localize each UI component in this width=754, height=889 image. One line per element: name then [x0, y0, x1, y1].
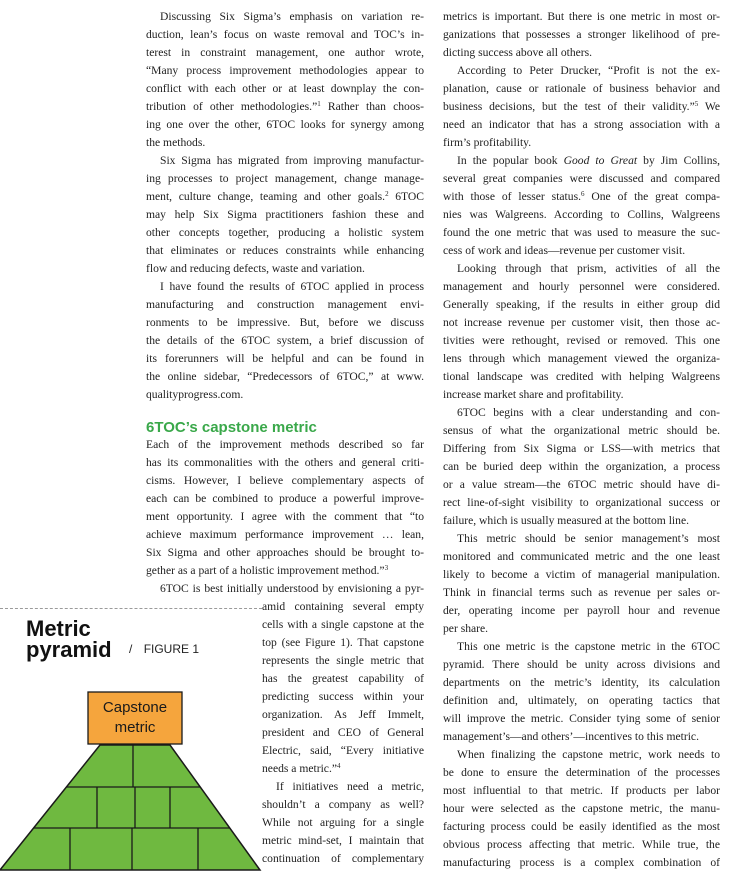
- col1-text-line: has its commonalities with the others and general criti-: [146, 456, 424, 469]
- col2-text-line: several great companies were discussed and compared: [443, 172, 720, 185]
- footnote-ref: 1: [317, 100, 321, 108]
- col1-narrow-line: If initiatives need a metric,: [276, 780, 424, 793]
- col1-narrow-line: president and CEO of General: [262, 726, 424, 739]
- section-heading: 6TOC’s capstone metric: [146, 419, 317, 436]
- col1-narrow-line: continuation of complementary: [262, 852, 424, 865]
- col2-text-line: or a value stream—the 6TOC metric should have di-: [443, 478, 720, 491]
- col1-text-line: its forerunners will be helpful and can be found in: [146, 352, 424, 365]
- figure-title-line2: pyramid: [26, 637, 112, 662]
- col2-text-line: planation, cause or rationale of business behavior and: [443, 82, 720, 95]
- col2-text-line: most influential to that metric. If products per labor: [443, 784, 720, 797]
- col1-text-line: manufacturing and construction management envi-: [146, 298, 424, 311]
- col1-narrow-line: needs a metric.”$^4$: [262, 762, 341, 775]
- col2-text-line: obvious process affecting that metric. While true, the: [443, 838, 720, 851]
- col1-text-line: gether as a part of a holistic improvement method.”$^3$: [146, 564, 389, 577]
- col2-text-line: According to Peter Drucker, “Profit is not the ex-: [457, 64, 720, 77]
- footnote-ref: 6: [581, 190, 585, 198]
- col1-text-line: Each of the improvement methods described so far: [146, 438, 424, 451]
- col2-text-line: tivities were rethought, revised or removed. This one: [443, 334, 720, 347]
- col2-text-line: will improve the metric. Consider tying some of senior: [443, 712, 720, 725]
- col1-text-line: may help Six Sigma practitioners fashion these and: [146, 208, 424, 221]
- col1-text-line: Discussing Six Sigma’s emphasis on variation re-: [160, 10, 424, 23]
- figure-label: [129, 642, 199, 656]
- col1-narrow-line: cells with a single capstone at the: [262, 618, 424, 631]
- figure-separator: /: [129, 642, 133, 656]
- figure-title: [26, 618, 112, 660]
- col1-text-line: terest in constraint management, one author wrote,: [146, 46, 424, 59]
- col1-narrow-line: Electric, said, “Every initiative: [262, 744, 424, 757]
- col2-text-line: hour were selected as the capstone metric, the manu-: [443, 802, 720, 815]
- capstone-label-line2: metric: [114, 719, 156, 736]
- col1-text-line: ing processes to project management, change manage-: [146, 172, 424, 185]
- book-title: Good to Great: [563, 154, 638, 167]
- col1-text-line: the methods.: [146, 136, 206, 149]
- col1-text-line: flow and reducing defects, waste and variation.: [146, 262, 365, 275]
- col1-narrow-line: represents the single metric that: [262, 654, 424, 667]
- col2-text-line: ganizations that possesses a stronger likelihood of pre-: [443, 28, 720, 41]
- col2-text-line: definition and, ultimately, on operating tactics that: [443, 694, 720, 707]
- col1-text-line: conflict with each other or at least downplay the con-: [146, 82, 424, 95]
- col2-text-line: pyramid. There should be unity across divisions and: [443, 658, 720, 671]
- col1-text-line: qualityprogress.com.: [146, 388, 244, 401]
- col2-text-line: This one metric is the capstone metric in the 6TOC: [457, 640, 720, 653]
- col1-narrow-line: top (see Figure 1). That capstone: [262, 636, 424, 649]
- col2-text-line: 6TOC begins with a clear understanding and con-: [457, 406, 720, 419]
- footnote-ref: 5: [694, 100, 699, 108]
- col1-text-line: 6TOC is best initially understood by envisioning a pyr-: [160, 582, 424, 595]
- figure-number: FIGURE 1: [143, 642, 200, 656]
- col2-text-line: increase market share and profitability.: [443, 388, 624, 401]
- col2-text-line: can be buried deep within the organization, a process: [443, 460, 720, 473]
- col1-text-line: I have found the results of 6TOC applied in process: [160, 280, 424, 293]
- footnote-ref: 3: [384, 564, 389, 572]
- footnote-ref: 4: [337, 762, 341, 770]
- col2-text-line: manufacturing process is a complex combination of: [443, 856, 720, 869]
- col2-text-line: Generally speaking, if the results in either group did: [443, 298, 720, 311]
- footnote-ref: 2: [385, 190, 389, 198]
- col2-text-line: business decisions, but the test of their validity.”$^5$ We: [443, 100, 720, 113]
- col1-text-line: ronments to be impressive. But, before we discuss: [146, 316, 424, 329]
- col2-text-line: Differing from Six Sigma or LSS—with metrics that: [443, 442, 720, 455]
- col1-text-line: cisms. However, I believe complementary aspects of: [146, 474, 424, 487]
- col1-narrow-line: predicting success within your: [262, 690, 424, 703]
- col1-text-line: the details of the 6TOC system, a brief discussion of: [146, 334, 424, 347]
- col1-text-line: duction, lean’s focus on waste removal and TOC’s in-: [146, 28, 424, 41]
- col2-text-line: rect line-of-sight visibility to organizational success or: [443, 496, 720, 509]
- col2-text-line: per share.: [443, 622, 489, 635]
- col2-text-line: found the one metric that was used to measure the suc-: [443, 226, 720, 239]
- figure-top-rule: [0, 608, 262, 609]
- col1-narrow-line: organization. As Jeff Immelt,: [262, 708, 424, 721]
- col2-text-line: management’s—and others’—incentives to this metric.: [443, 730, 699, 743]
- col1-text-line: tribution of other methodologies.”$^1$ Rather than choos-: [146, 100, 425, 113]
- col1-text-line: other concepts together, producing a holistic system: [146, 226, 424, 239]
- col2-text-line: failure, which is usually measured at the bottom line.: [443, 514, 689, 527]
- col1-narrow-line: metric mind-set, I maintain that: [262, 834, 424, 847]
- col1-text-line: that eliminates or reduces constraints while enhancing: [146, 244, 424, 257]
- col2-text-line: firm’s profitability.: [443, 136, 532, 149]
- col1-text-line: each can be combined to produce a powerful improve-: [146, 492, 424, 505]
- col2-text-line: sensus of what the organizational metric should be.: [443, 424, 720, 437]
- col2-text-line: When finalizing the capstone metric, work needs to: [457, 748, 720, 761]
- col2-text-line: management and hourly personnel were considered.: [443, 280, 720, 293]
- col1-text-line: ment opportunity. I agree with the comment that “to: [146, 510, 424, 523]
- figure-title-line1: Metric: [26, 616, 91, 641]
- col2-text-line: with those of lesser status.$^6$ One of the great compa-: [443, 190, 720, 203]
- col1-text-line: achieve maximum performance improvement … lean,: [146, 528, 424, 541]
- col2-text-line: departments on the metric’s identity, its calculation: [443, 676, 720, 689]
- col2-text-line: This metric should be senior management’s most: [457, 532, 720, 545]
- col1-text-line: ing one over the other, 6TOC looks for synergy among: [146, 118, 424, 131]
- capstone-label: [88, 698, 182, 738]
- col2-text-line: nies was Walgreens. According to Collins, Walgreens: [443, 208, 720, 221]
- col1-text-line: “Many process improvement methodologies appear to: [146, 64, 424, 77]
- col1-text-line: Six Sigma has migrated from improving manufactur-: [160, 154, 424, 167]
- col2-text-line: likely to become a victim of managerial manipulation.: [443, 568, 720, 581]
- col2-text-line: der, operating income per payroll hour and revenue: [443, 604, 720, 617]
- col2-text-line: not increase revenue per customer visit, then those ac-: [443, 316, 720, 329]
- col2-text-line: facturing process could be easily identified as the most: [443, 820, 720, 833]
- col1-narrow-line: While not arguing for a single: [262, 816, 424, 829]
- col1-text-line: Six Sigma and other approaches should be brought to-: [146, 546, 424, 559]
- col2-text-line: In the popular book Good to Great by Jim Collins,: [457, 154, 720, 167]
- col2-text-line: Think in financial terms such as revenue per sales or-: [443, 586, 720, 599]
- col1-narrow-line: amid containing several empty: [262, 600, 424, 613]
- col2-text-line: be done to ensure the determination of the processes: [443, 766, 720, 779]
- col2-text-line: monitored and communicated metric and the one least: [443, 550, 720, 563]
- col2-text-line: lens through which management viewed the organiza-: [443, 352, 720, 365]
- col2-text-line: dicting success above all others.: [443, 46, 593, 59]
- col2-text-line: Looking through that prism, activities of all the: [457, 262, 720, 275]
- col1-narrow-line: has the greatest capability of: [262, 672, 424, 685]
- col1-text-line: the online sidebar, “Predecessors of 6TOC,” at www.: [146, 370, 424, 383]
- col1-text-line: ment, culture change, teaming and other goals.$^2$ 6TOC: [146, 190, 424, 203]
- pyramid-body: [0, 745, 260, 870]
- col2-text-line: metrics is important. But there is one metric in most or-: [443, 10, 720, 23]
- col2-text-line: need an indicator that has a strong association with a: [443, 118, 720, 131]
- col1-narrow-line: shouldn’t a company as well?: [262, 798, 424, 811]
- col2-text-line: tional landscape was credited with helping Walgreens: [443, 370, 720, 383]
- col2-text-line: cess of work and ideas—revenue per customer visit.: [443, 244, 686, 257]
- capstone-label-line1: Capstone: [102, 699, 168, 716]
